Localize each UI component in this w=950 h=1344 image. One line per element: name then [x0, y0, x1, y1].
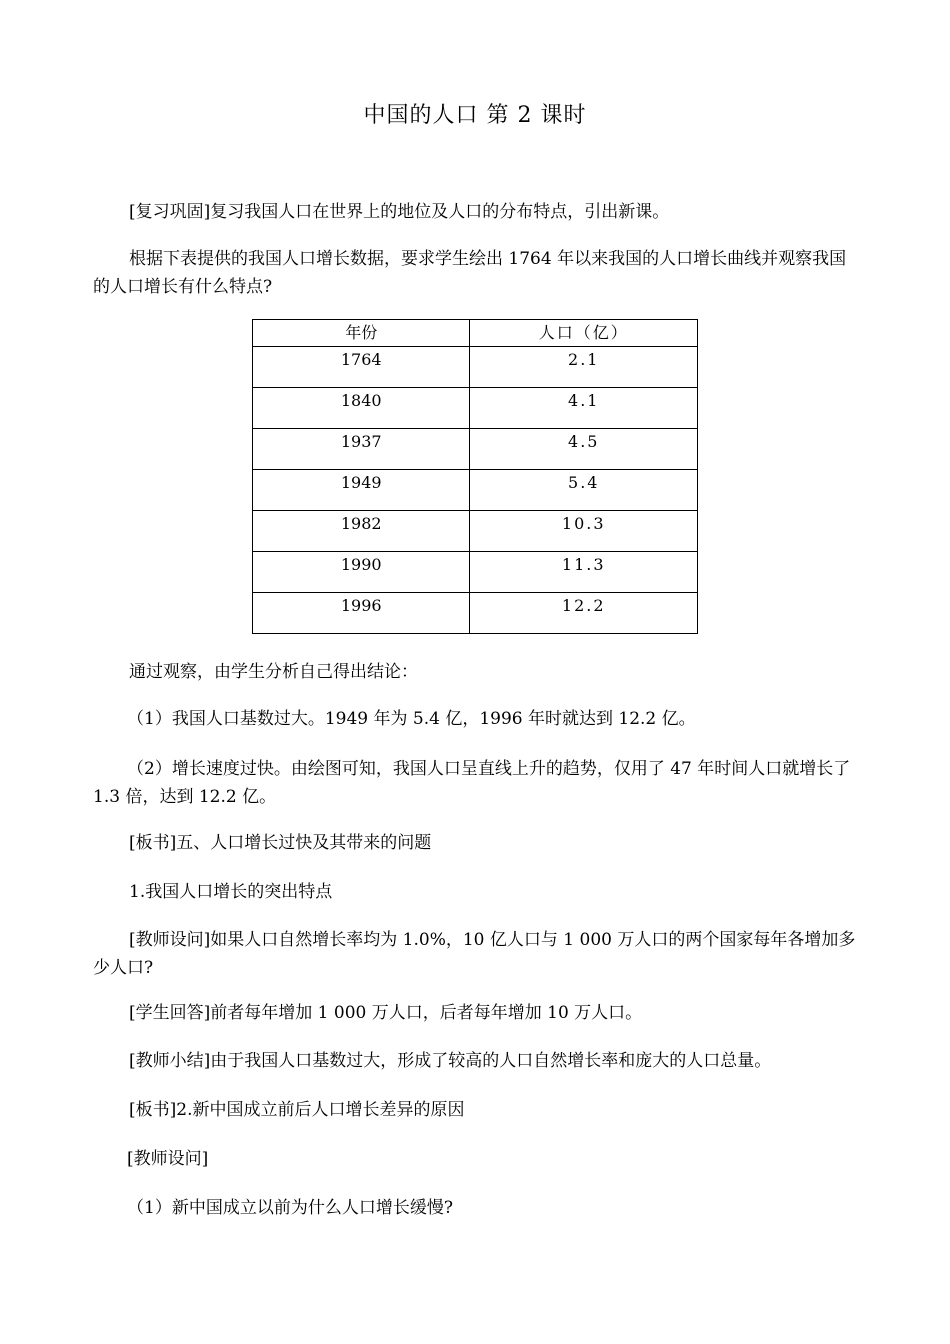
paragraph-teacher-question: [教师设问]如果人口自然增长率均为 1.0%，10 亿人口与 1 000 万人口的两个国家每年各增加多少人口? — [93, 930, 856, 978]
cell-population: 12.2 — [470, 593, 698, 634]
table-row — [253, 388, 698, 429]
population-table — [252, 319, 698, 634]
paragraph-observe: 通过观察，由学生分析自己得出结论： — [129, 662, 418, 682]
cell-year: 1949 — [253, 470, 470, 511]
cell-population: 4.1 — [470, 388, 698, 429]
paragraph-teacher-summary: [教师小结]由于我国人口基数过大，形成了较高的人口自然增长率和庞大的人口总量。 — [129, 1051, 772, 1071]
cell-population: 2.1 — [470, 347, 698, 388]
paragraph-review: [复习巩固]复习我国人口在世界上的地位及人口的分布特点，引出新课。 — [129, 202, 670, 222]
table-row — [253, 347, 698, 388]
page-title: 中国的人口 第 2 课时 — [363, 103, 587, 128]
cell-year: 1990 — [253, 552, 470, 593]
cell-year: 1996 — [253, 593, 470, 634]
cell-population: 4.5 — [470, 429, 698, 470]
header-year: 年份 — [253, 320, 470, 347]
paragraph-conclusion-2: （2）增长速度过快。由绘图可知，我国人口呈直线上升的趋势，仅用了 47 年时间人口就增长了 1.3 倍，达到 12.2 亿。 — [93, 759, 851, 807]
paragraph-point-1: 1.我国人口增长的突出特点 — [129, 882, 333, 902]
paragraph-board-2: [板书]2.新中国成立前后人口增长差异的原因 — [129, 1100, 465, 1120]
paragraph-intro: 根据下表提供的我国人口增长数据，要求学生绘出 1764 年以来我国的人口增长曲线并观察我国的人口增长有什么特点? — [93, 249, 847, 297]
cell-year: 1937 — [253, 429, 470, 470]
header-population: 人口（亿） — [470, 320, 698, 347]
paragraph-teacher-question-2: [教师设问] — [127, 1149, 209, 1169]
cell-population: 10.3 — [470, 511, 698, 552]
table-row — [253, 593, 698, 634]
cell-year: 1982 — [253, 511, 470, 552]
cell-population: 5.4 — [470, 470, 698, 511]
cell-year: 1840 — [253, 388, 470, 429]
table-row — [253, 511, 698, 552]
table-row — [253, 429, 698, 470]
table-row — [253, 552, 698, 593]
paragraph-question-1: （1）新中国成立以前为什么人口增长缓慢? — [127, 1198, 453, 1218]
table-header-row — [253, 320, 698, 347]
paragraph-conclusion-1: （1）我国人口基数过大。1949 年为 5.4 亿，1996 年时就达到 12.2 亿。 — [127, 709, 696, 729]
table-row — [253, 470, 698, 511]
cell-year: 1764 — [253, 347, 470, 388]
paragraph-student-answer: [学生回答]前者每年增加 1 000 万人口，后者每年增加 10 万人口。 — [129, 1003, 643, 1023]
paragraph-board-1: [板书]五、人口增长过快及其带来的问题 — [129, 833, 432, 853]
cell-population: 11.3 — [470, 552, 698, 593]
